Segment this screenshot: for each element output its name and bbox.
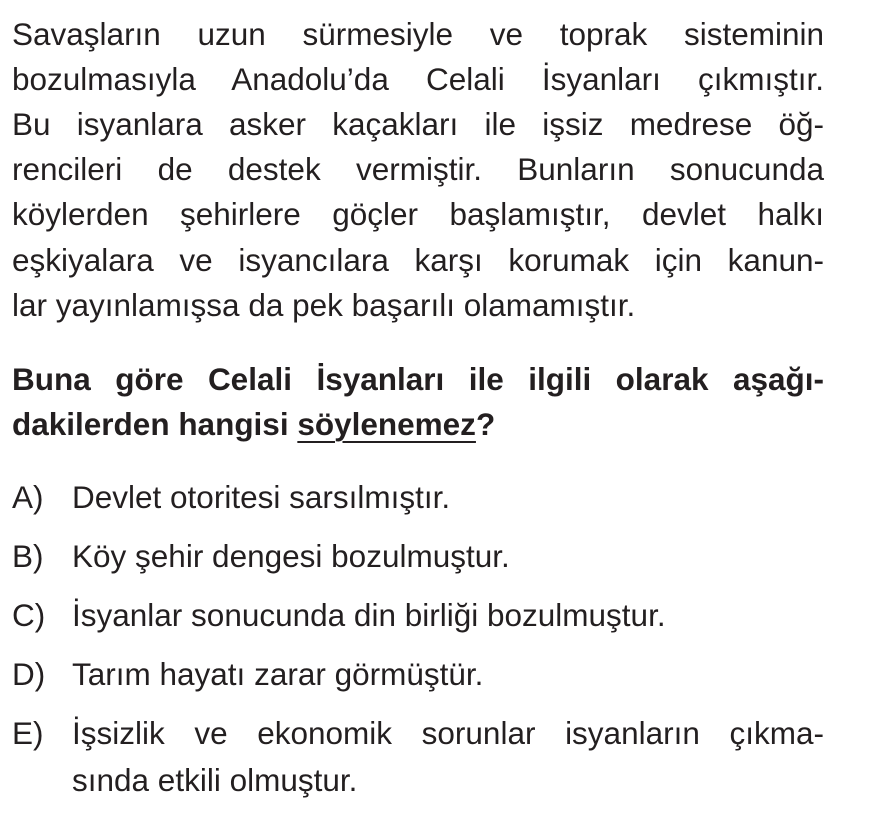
passage-line: eşkiyalara ve isyancılara karşı korumak için kanun- [12, 242, 824, 278]
question-prefix: dakilerden hangisi [12, 406, 298, 442]
passage-line: Savaşların uzun sürmesiyle ve toprak sisteminin [12, 16, 824, 52]
option-letter: C) [12, 597, 46, 633]
question-suffix: ? [475, 406, 496, 442]
passage-line: köylerden şehirlere göçler başlamıştır, devlet halkı [12, 196, 824, 232]
question-line [12, 406, 824, 442]
option-text: İsyanlar sonucunda din birliği bozulmuştur. [72, 597, 666, 633]
passage-line: lar yayınlamışsa da pek başarılı olamamıştır. [12, 287, 636, 323]
option-text: Köy şehir dengesi bozulmuştur. [72, 538, 510, 574]
question-emphasis: söylenemez [297, 406, 476, 442]
option-text: Devlet otoritesi sarsılmıştır. [72, 479, 451, 515]
passage-line: Bu isyanlara asker kaçakları ile işsiz medrese öğ- [12, 106, 824, 142]
option-letter: D) [12, 656, 46, 692]
option-letter: E) [12, 715, 44, 751]
passage-line: bozulmasıyla Anadolu’da Celali İsyanları çıkmıştır. [12, 61, 824, 97]
question-line: Buna göre Celali İsyanları ile ilgili olarak aşağı- [12, 361, 824, 397]
option-letter: A) [12, 479, 44, 515]
passage-line: rencileri de destek vermiştir. Bunların sonucunda [12, 151, 824, 187]
option-text: sında etkili olmuştur. [72, 762, 358, 798]
option-text: Tarım hayatı zarar görmüştür. [72, 656, 484, 692]
option-letter: B) [12, 538, 44, 574]
option-text: İşsizlik ve ekonomik sorunlar isyanların çıkma- [72, 715, 824, 751]
